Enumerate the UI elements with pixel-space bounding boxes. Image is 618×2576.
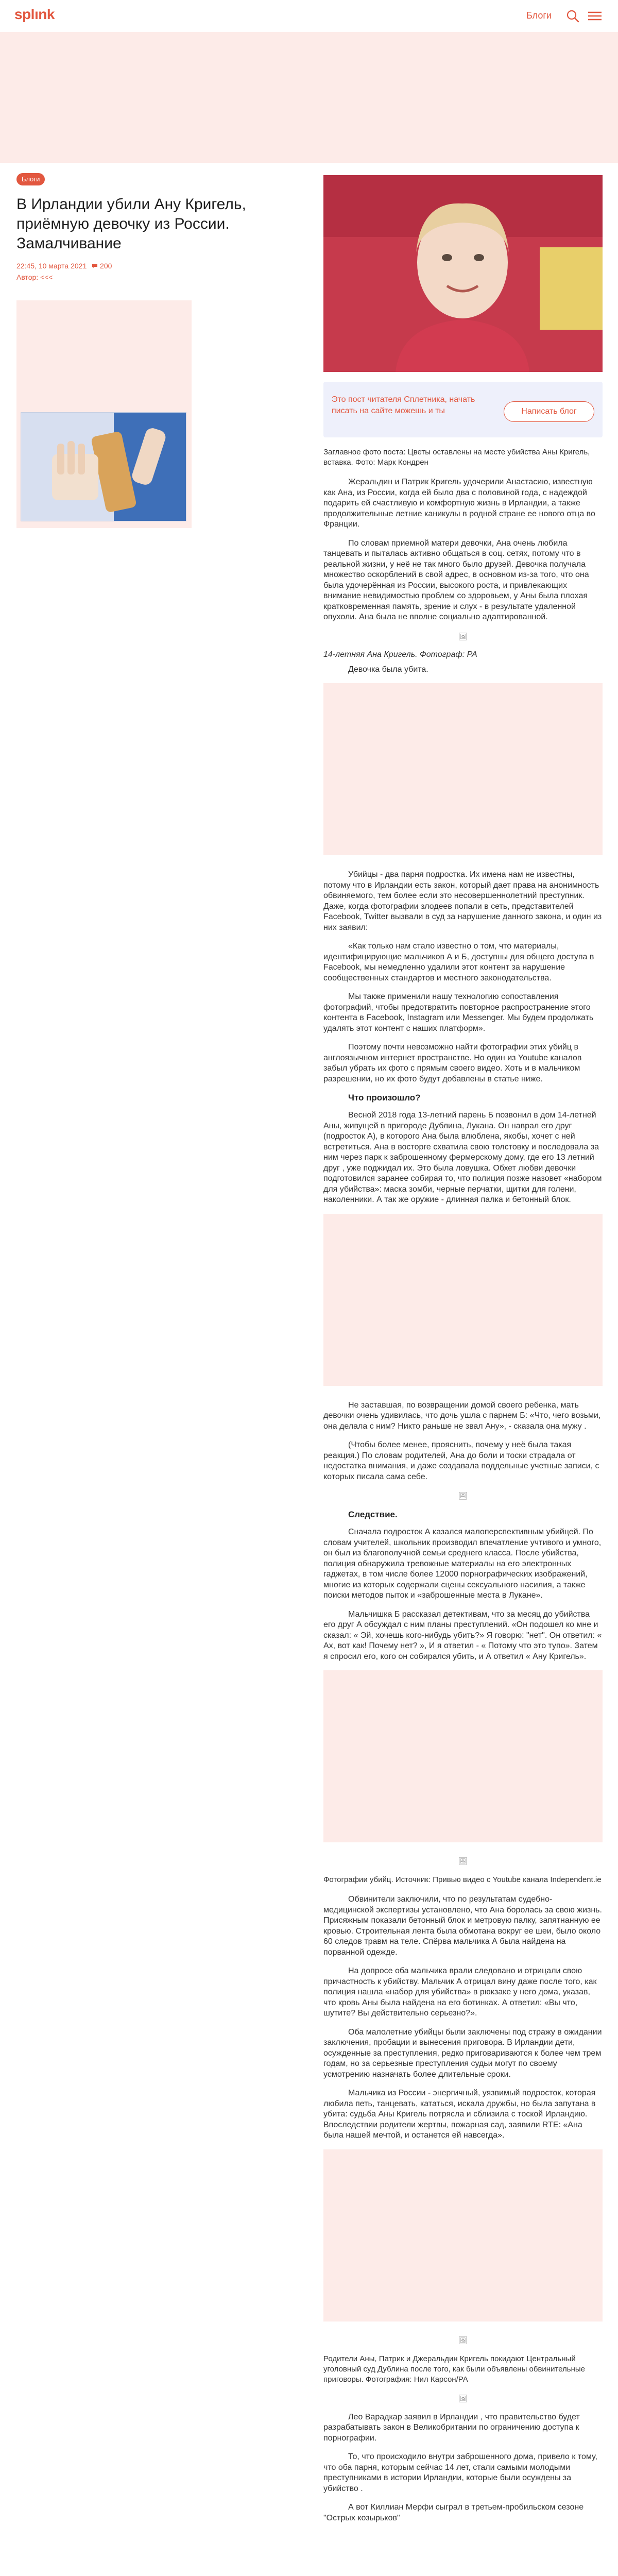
paragraph: Весной 2018 года 13-летний парень Б позвонил в дом 14-летней Аны, живущей в пригороде Дублина, Лукана. Он наврал его друг (подросток А), в которого Ана была влюблена, якобы, хочет с ней встретиться. Ана в восторге схватила свою толстовку и последовала за ним через парк к заброшенному фермерскому дому, где его 13 летний друг , уже поджидал их. Это была ловушка. Обхет любви девочки подготовился заранее собирая то, что полиция позже назовет «набором для убийства»: маска зомби, черные перчатки, щитки для голени, наколенники. А так же оружие - длинная палка и бетонный блок. bbox=[323, 1111, 602, 1204]
paragraph: Жеральдин и Патрик Кригель удочерили Анастасию, известную как Ана, из России, когда ей было два с половиной года, с надеждой подарить ей счастливую и комфортную жизнь в Ирландии, а также продолжительные летние каникулы в родной стране ее нового отца во Франции. bbox=[323, 478, 595, 529]
paragraph: Лео Варадкар заявил в Ирландии , что правительство будет разрабатывать закон в Великобритании по ограничению доступа к порнографии. bbox=[323, 2412, 580, 2443]
promo-text: Это пост читателя Сплетника, начать писать на сайте можешь и ты bbox=[332, 395, 475, 415]
inline-ad-block[interactable] bbox=[323, 1214, 603, 1386]
category-tag[interactable]: Блоги bbox=[16, 173, 45, 185]
comments-link[interactable] bbox=[92, 262, 112, 270]
search-icon bbox=[565, 9, 580, 23]
paragraph: Не заставшая, по возвращении домой своего ребенка, мать девочки очень удивилась, что дочь ушла с парнем Б: «Что, чего возьми, она делала с ним? Никто раньше не звал Ану», - сказала она мужу . bbox=[323, 1400, 601, 1431]
paragraph: Мальчишка Б рассказал детективам, что за месяц до убийства его друг А обсуждал с ним планы преступлений. «Он подошел ко мне и сказал: « Эй, хочешь кого-нибудь убить?» Я говорю: "нет". Он ответил: « Ах, вот как! Почему нет? », И я ответил - « Потому что это тупо». Затем я спросил его, кого он собирался убить, и А ответил « Ану Кригель». bbox=[323, 1609, 602, 1661]
inline-ad-block[interactable] bbox=[323, 1670, 603, 1842]
image-icon: 🖼 bbox=[458, 1492, 468, 1500]
paragraph: (Чтобы более менее, прояснить, почему у неё была такая реакция.) По словам родителей, Ана до боли и тоски страдала от недостатка внимания, и даже создавала поддельные учетные записи, с которых писала сама себе. bbox=[323, 1440, 599, 1481]
search-button[interactable] bbox=[565, 9, 580, 23]
article-hero-image bbox=[323, 175, 603, 372]
paragraph: Сначала подросток А казался малоперспективным убийцей. По словам учителей, школьник производил впечатление учтивого и умного, он был из благополучной семьи среднего класса. После убийства, полиция обнаружила тревожные материалы на его электронных гаджетах, в том числе более 12000 порнографических изображений, многие из которых содержали сцены сексуального насилия, а также поиски методов пыток и «заброшенные места в Лукане». bbox=[323, 1528, 602, 1600]
menu-button[interactable] bbox=[587, 10, 603, 22]
site-header bbox=[0, 0, 618, 32]
article-author[interactable]: Автор: <<< bbox=[16, 273, 53, 281]
write-blog-promo bbox=[323, 382, 603, 437]
menu-icon bbox=[587, 10, 603, 22]
site-logo[interactable]: splınk bbox=[14, 6, 55, 22]
paragraph: Обвинители заключили, что по результатам судебно-медицинской экспертизы установлено, что Ана боролась за свою жизнь. Присяжным показали бетонный блок и метровую палку, запятнанную ее кровью. Строительная лента была обмотана вокруг ее шеи, было около 60 следов травм на теле. Спёрва мальчика А была найдена на порванной одежде. bbox=[323, 1895, 602, 1957]
nav-blogs-link[interactable]: Блоги bbox=[526, 10, 552, 21]
paragraph: А вот Киллиан Мерфи сыграл в третьем-пробильском сезоне "Острых козырьков" bbox=[323, 2503, 584, 2522]
write-blog-button[interactable]: Написать блог bbox=[504, 401, 594, 422]
article-body bbox=[323, 447, 603, 2532]
photo-caption: Фотографии убийц. Источник: Привью видео с Youtube канала Independent.ie bbox=[323, 1875, 602, 1884]
comments-count: 200 bbox=[100, 262, 112, 270]
paragraph: Мальчика из России - энергичный, уязвимый подросток, которая любила петь, танцевать, кататься, искала дружбы, но была запутана в убита: судьба Аны Кригель потрясла и сблизила с тоской Ирландию. Впоследствии родители жертвы, пожарная сад, заявили RTE: «Ана была нашей мечтой, и останется ей навсегда». bbox=[323, 2089, 596, 2140]
paragraph: «Как только нам стало известно о том, что материалы, идентифицирующие мальчиков А и Б, доступны для общего доступа в Facebook, мы немедленно удалили этот контент за нарушение сообщественных стандартов и местного законодательства. bbox=[323, 942, 594, 982]
image-icon: 🖼 bbox=[458, 2335, 468, 2344]
ad-illustration bbox=[21, 413, 186, 521]
paragraph: То, что происходило внутри заброшенного дома, привело к тому, что оба парня, которым сейчас 14 лет, стали самыми молодыми преступниками в истории Ирландии, которые были осуждены за убийство . bbox=[323, 2452, 597, 2493]
paragraph: На допросе оба мальчика врали следовано и отрицали свою причастность к убийству. Мальчик А отрицал вину даже после того, как полиция нашла «набор для убийства» в рюкзаке у него дома, указав, что кровь Аны была найдена на его ботинках. А ответил: «Вы что, шутите? Вы действительно серьезно?». bbox=[323, 1967, 597, 2018]
image-icon: 🖼 bbox=[458, 632, 468, 640]
image-icon: 🖼 bbox=[458, 2394, 468, 2402]
section-heading: Что произошло? bbox=[348, 1093, 421, 1103]
article-date: 22:45, 10 марта 2021 bbox=[16, 262, 87, 270]
paragraph: Девочка была убита. bbox=[348, 665, 428, 674]
inline-ad-block[interactable] bbox=[323, 683, 603, 855]
photo-caption: Родители Аны, Патрик и Джеральдин Кригель покидают Центральный уголовный суд Дублина после того, как были объявлены обвинительные приговоры. Фотография: Нил Карсон/РА bbox=[323, 2354, 585, 2384]
photo-caption: 14-летняя Ана Кригель. Фотограф: РА bbox=[323, 650, 477, 659]
section-heading: Следствие. bbox=[348, 1510, 398, 1519]
comment-icon bbox=[92, 263, 98, 269]
paragraph: Оба малолетние убийцы были заключены под стражу в ожидании заключения, пробации и вынесения приговора. В Ирландии дети, осужденные за преступления, редко приговариваются к более чем трем годам, но за серьезные преступления судьи могут по своему усмотрению назначать более длительные сроки. bbox=[323, 2027, 602, 2079]
side-ad-image[interactable] bbox=[21, 412, 186, 521]
paragraph: Поэтому почти невозможно найти фотографии этих убийц в англоязычном интернет пространстве. Но один из Youtube каналов забыл убрать их фото с прямым своего видео. Хоть и в мальчиком разрешении, но их фото будут добавлены в статье ниже. bbox=[323, 1043, 582, 1083]
paragraph: Мы также применили нашу технологию сопоставления фотографий, чтобы предотвратить повторное распространение этого контента в Facebook, Instagram или Messenger. Мы будем продолжать удалять этот контент с наших платформ». bbox=[323, 992, 594, 1033]
article-meta bbox=[16, 262, 112, 270]
photo-caption: Заглавное фото поста: Цветы оставлены на месте убийства Аны Кригель, вставка. Фото: Марк Кондрен bbox=[323, 448, 590, 467]
paragraph: Убийцы - два парня подростка. Их имена нам не известны, потому что в Ирландии есть закон, который дает права на анонимность обвиняемого, тем более если это несовершеннолетний преступник. Даже, когда фотографии злодеев попали в сеть, представителей Facebook, Twitter вызвали в суд за нарушение данного закона, и один из них заявил: bbox=[323, 870, 602, 932]
article-title: В Ирландии убили Ану Кригель, приёмную девочку из России. Замалчивание bbox=[16, 196, 246, 252]
paragraph: По словам приемной матери девочки, Ана очень любила танцевать и пыталась активно общаться в соц. сетях, потому что в реальной жизни, у неё не так много было друзей. Девочка получала множество оскорблений в свой адрес, в основном из-за того, что она была удочерённая из России, высокого роста, и привлекающих внимание невидимостью проблем со здоровьем, у Аны была плохая кратковременная память, зрение и слух - в результате удаленной опухоли. Ана была не вполне социально адаптированной. bbox=[323, 538, 589, 621]
top-ad-banner[interactable] bbox=[0, 32, 618, 163]
image-icon: 🖼 bbox=[458, 1857, 468, 1865]
inline-ad-block[interactable] bbox=[323, 2149, 603, 2321]
hero-photo bbox=[323, 175, 603, 372]
